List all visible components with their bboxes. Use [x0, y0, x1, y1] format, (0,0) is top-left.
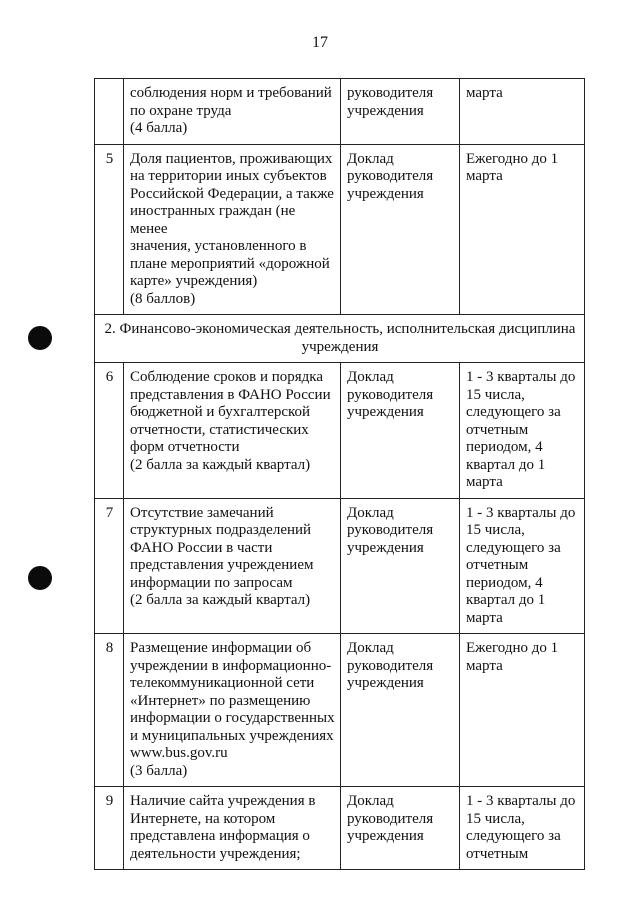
table-row	[95, 79, 585, 145]
deadline-cell: 1 - 3 кварталы до 15 числа, следующего за отчетным	[460, 787, 585, 870]
deadline-cell: 1 - 3 кварталы до 15 числа, следующего за отчетным периодом, 4 квартал до 1 марта	[460, 498, 585, 634]
section-heading-row	[95, 315, 585, 363]
rows-after-section	[95, 363, 585, 870]
row-number	[95, 79, 124, 145]
source-cell: Доклад руководителя учреждения	[341, 363, 460, 499]
row-number: 8	[95, 634, 124, 787]
deadline-cell: Ежегодно до 1 марта	[460, 634, 585, 787]
source-cell: руководителя учреждения	[341, 79, 460, 145]
criterion-cell: соблюдения норм и требований по охране труда (4 балла)	[124, 79, 341, 145]
table-row	[95, 787, 585, 870]
punch-hole-top	[28, 326, 52, 350]
source-cell: Доклад руководителя учреждения	[341, 498, 460, 634]
punch-hole-bottom	[28, 566, 52, 590]
deadline-cell: марта	[460, 79, 585, 145]
criteria-table	[94, 78, 585, 870]
rows-before-section	[95, 79, 585, 315]
source-cell: Доклад руководителя учреждения	[341, 144, 460, 315]
row-number: 5	[95, 144, 124, 315]
section-heading: 2. Финансово-экономическая деятельность, исполнительская дисциплина учреждения	[95, 315, 585, 363]
table-row	[95, 634, 585, 787]
criterion-cell: Соблюдение сроков и порядка представления в ФАНО России бюджетной и бухгалтерской отчетности, статистических форм отчетности (2 балла за каждый квартал)	[124, 363, 341, 499]
criterion-cell: Размещение информации об учреждении в информационно- телекоммуникационной сети «Интернет» по размещению информации о государственных и муниципальных учреждениях www.bus.gov.ru (3 балла)	[124, 634, 341, 787]
deadline-cell: Ежегодно до 1 марта	[460, 144, 585, 315]
row-number: 6	[95, 363, 124, 499]
row-number: 7	[95, 498, 124, 634]
criterion-cell: Отсутствие замечаний структурных подразделений ФАНО России в части представления учреждением информации по запросам (2 балла за каждый квартал)	[124, 498, 341, 634]
table-row	[95, 498, 585, 634]
source-cell: Доклад руководителя учреждения	[341, 634, 460, 787]
section-heading-block	[95, 315, 585, 363]
deadline-cell: 1 - 3 кварталы до 15 числа, следующего за отчетным периодом, 4 квартал до 1 марта	[460, 363, 585, 499]
page-number: 17	[312, 34, 328, 51]
criterion-cell: Наличие сайта учреждения в Интернете, на котором представлена информация о деятельности учреждения;	[124, 787, 341, 870]
table-row	[95, 363, 585, 499]
source-cell: Доклад руководителя учреждения	[341, 787, 460, 870]
row-number: 9	[95, 787, 124, 870]
criterion-cell: Доля пациентов, проживающих на территории иных субъектов Российской Федерации, а также иностранных граждан (не менее значения, установленного в плане мероприятий «дорожной карте» учреждения) (8 баллов)	[124, 144, 341, 315]
table-row	[95, 144, 585, 315]
